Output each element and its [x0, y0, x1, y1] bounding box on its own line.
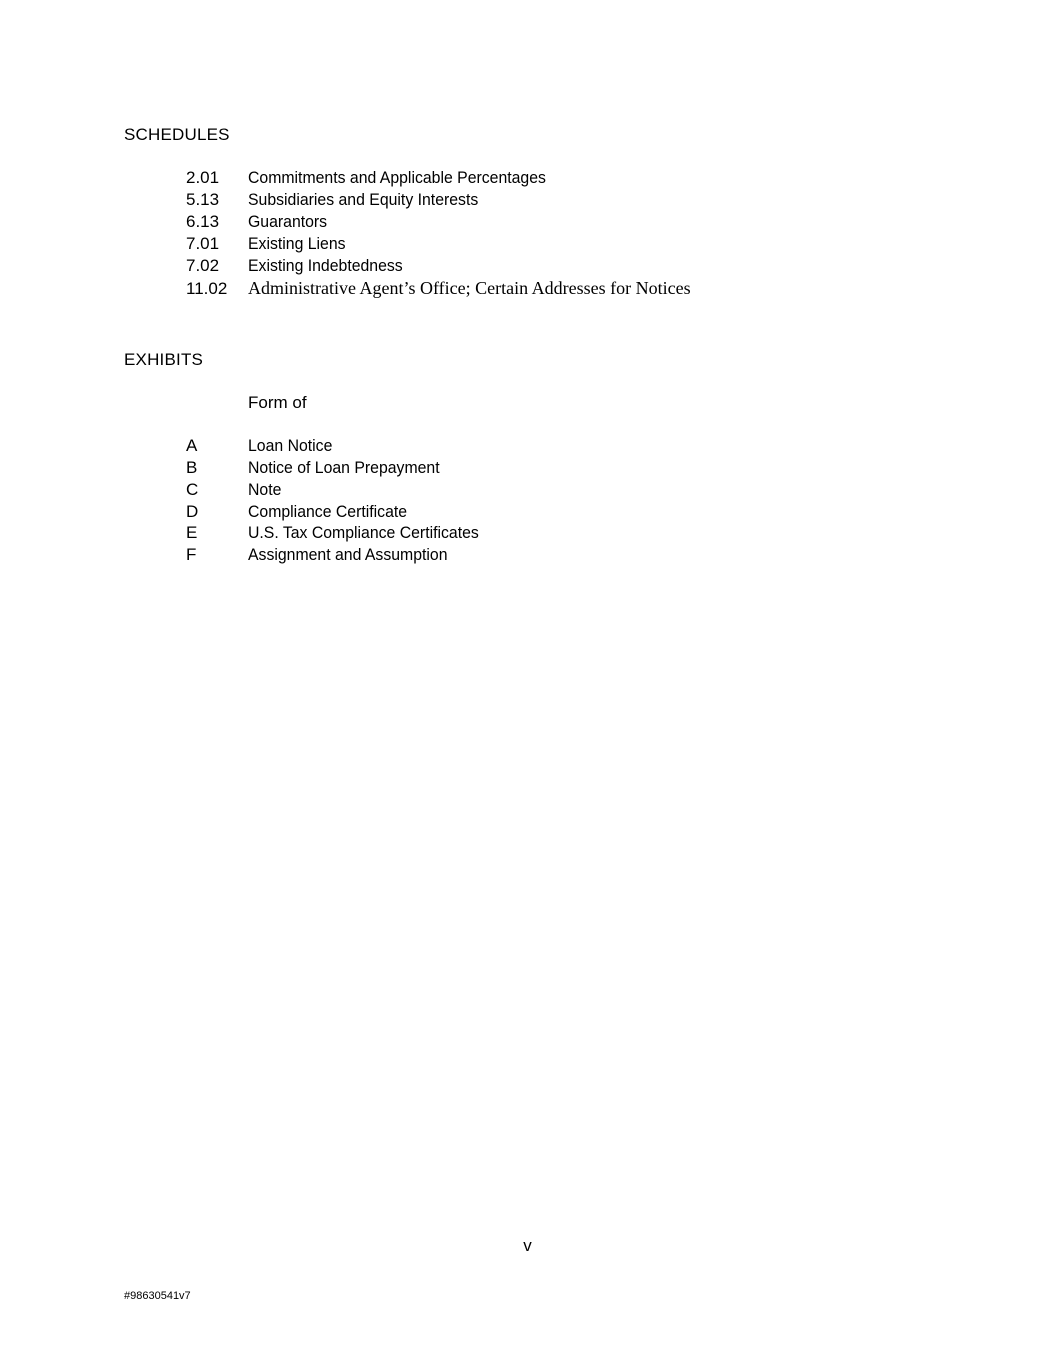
exhibit-item — [186, 479, 284, 501]
exhibit-letter: A — [186, 436, 198, 455]
exhibit-title: Loan Notice — [248, 436, 333, 455]
schedule-item — [186, 167, 568, 189]
schedule-number: 7.02 — [186, 256, 220, 275]
exhibit-item — [186, 435, 339, 457]
exhibit-item — [186, 544, 463, 566]
exhibit-title: U.S. Tax Compliance Certificates — [248, 523, 479, 542]
exhibit-title: Assignment and Assumption — [248, 545, 448, 564]
schedule-title: Existing Liens — [248, 234, 346, 253]
exhibit-letter: E — [186, 523, 198, 542]
document-id: #98630541v7 — [124, 1290, 191, 1302]
schedule-item — [186, 233, 353, 255]
form-of-label: Form of — [248, 393, 307, 412]
schedule-title: Existing Indebtedness — [248, 256, 403, 275]
schedule-number: 5.13 — [186, 190, 220, 209]
exhibit-letter: C — [186, 480, 199, 499]
schedule-number: 2.01 — [186, 168, 220, 187]
exhibit-item — [186, 522, 496, 544]
exhibit-title: Compliance Certificate — [248, 502, 408, 521]
page-number: v — [523, 1236, 532, 1255]
schedule-item — [186, 255, 414, 277]
exhibits-heading: EXHIBITS — [124, 350, 204, 369]
exhibit-letter: B — [186, 458, 198, 477]
schedule-item — [186, 211, 333, 233]
schedule-item — [186, 277, 691, 299]
exhibit-item — [186, 501, 419, 523]
schedule-number: 11.02 — [186, 279, 228, 298]
schedule-title: Subsidiaries and Equity Interests — [248, 190, 479, 209]
schedule-title: Administrative Agent’s Office; Certain Addresses for Notices — [248, 278, 691, 298]
schedule-number: 6.13 — [186, 212, 220, 231]
exhibit-letter: D — [186, 502, 199, 521]
schedule-item — [186, 189, 496, 211]
schedule-title: Commitments and Applicable Percentages — [248, 168, 546, 187]
exhibit-title: Notice of Loan Prepayment — [248, 458, 440, 477]
schedule-number: 7.01 — [186, 234, 220, 253]
schedule-title: Guarantors — [248, 212, 328, 231]
exhibit-title: Note — [248, 480, 282, 499]
exhibit-item — [186, 457, 454, 479]
schedules-heading: SCHEDULES — [124, 125, 230, 144]
exhibit-letter: F — [186, 545, 197, 564]
